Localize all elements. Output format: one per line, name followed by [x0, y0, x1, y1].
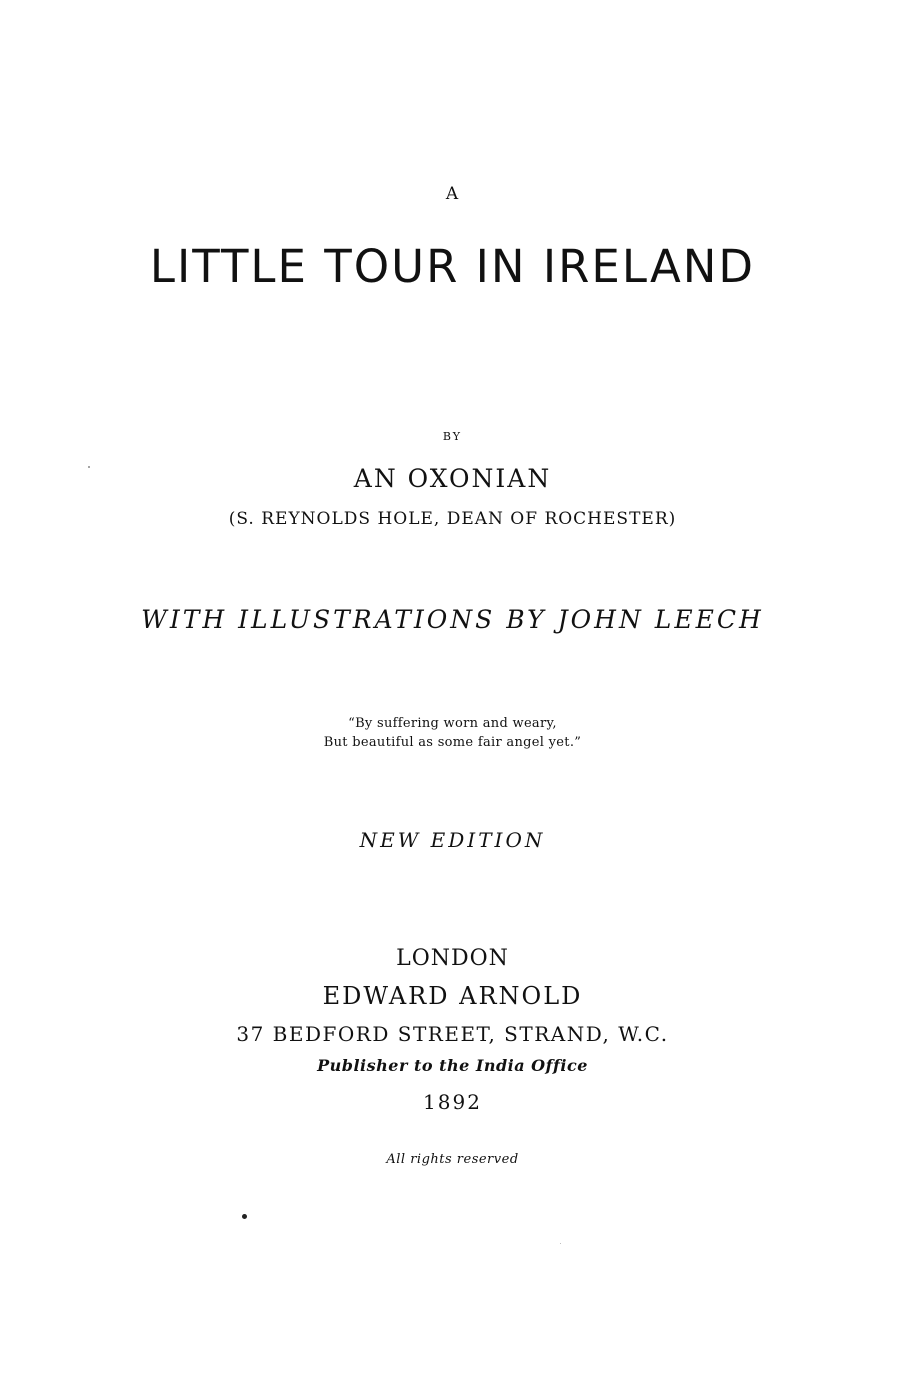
- ink-speck: [88, 466, 90, 468]
- imprint-address: 37 BEDFORD STREET, STRAND, W.C.: [236, 1022, 669, 1046]
- ink-speck: [242, 1214, 247, 1219]
- ink-speck: [560, 1243, 561, 1244]
- author-note: (S. REYNOLDS HOLE, DEAN OF ROCHESTER): [228, 509, 677, 529]
- illustrations-credit: WITH ILLUSTRATIONS BY JOHN LEECH: [141, 605, 764, 634]
- rights-notice: All rights reserved: [386, 1152, 519, 1167]
- author-name: AN OXONIAN: [353, 464, 552, 493]
- imprint-year: 1892: [423, 1090, 482, 1114]
- imprint-city: LONDON: [396, 946, 509, 971]
- by-line: BY: [442, 430, 463, 443]
- title-article: A: [445, 184, 460, 204]
- imprint-appointment: Publisher to the India Office: [317, 1056, 588, 1075]
- epigraph-line: “By suffering worn and weary,: [348, 716, 557, 731]
- book-title: LITTLE TOUR IN IRELAND: [149, 240, 756, 293]
- imprint-publisher: EDWARD ARNOLD: [322, 982, 583, 1010]
- epigraph-line: But beautiful as some fair angel yet.”: [323, 735, 582, 750]
- edition-label: NEW EDITION: [359, 828, 546, 852]
